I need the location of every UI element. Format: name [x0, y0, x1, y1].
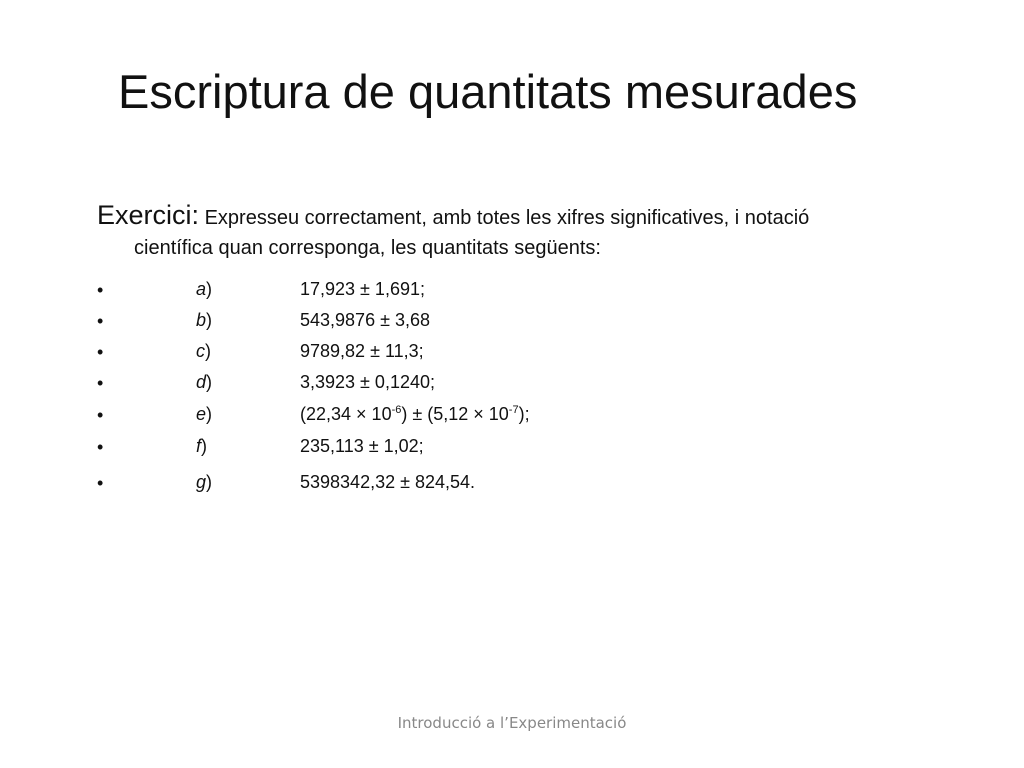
item-label-b: [196, 310, 212, 331]
bullet-icon: •: [97, 342, 104, 362]
item-label-c: [196, 341, 211, 362]
item-paren: ): [206, 310, 213, 330]
exercise-statement: [97, 200, 971, 263]
slide-title: Escriptura de quantitats mesurades: [118, 65, 858, 118]
item-letter: c: [196, 341, 205, 361]
exponent: -6: [391, 404, 402, 416]
item-value-g: 5398342,32 ± 824,54.: [300, 472, 476, 492]
item-letter: g: [196, 472, 207, 492]
item-value-d: 3,3923 ± 0,1240;: [300, 372, 435, 392]
item-letter: e: [196, 404, 207, 424]
item-paren: ): [206, 404, 213, 424]
item-paren: ): [206, 372, 213, 392]
item-letter: b: [196, 310, 207, 330]
item-value-c: 9789,82 ± 11,3;: [300, 341, 424, 361]
item-label-e: [196, 404, 212, 425]
item-paren: ): [205, 341, 211, 361]
exponent: -7: [508, 404, 519, 416]
exercise-text-line2: científica quan corresponga, les quantitats següents:: [134, 237, 601, 259]
item-value-f: 235,113 ± 1,02;: [300, 436, 424, 456]
value-part: );: [518, 404, 530, 424]
bullet-icon: •: [97, 437, 104, 457]
item-label-f: [196, 436, 207, 457]
item-value-b: 543,9876 ± 3,68: [300, 310, 430, 330]
item-letter: f: [196, 436, 202, 456]
exercise-lead: Exercici:: [97, 200, 200, 230]
item-label-g: [196, 472, 212, 493]
slide-footer: Introducció a l’Experimentació: [397, 714, 627, 732]
item-paren: ): [206, 279, 213, 299]
value-part: (22,34 × 10: [300, 404, 392, 424]
bullet-icon: •: [97, 373, 104, 393]
item-label-a: [196, 279, 212, 300]
value-part: ) ± (5,12 × 10: [401, 404, 509, 424]
bullet-icon: •: [97, 280, 104, 300]
item-paren: ): [201, 436, 208, 456]
bullet-icon: •: [97, 473, 104, 493]
bullet-icon: •: [97, 311, 104, 331]
item-value-a: 17,923 ± 1,691;: [300, 279, 425, 299]
item-paren: ): [206, 472, 213, 492]
exercise-text-line1: Expresseu correctament, amb totes les xifres significatives, i notació: [204, 207, 810, 229]
bullet-icon: •: [97, 405, 104, 425]
item-letter: d: [196, 372, 207, 392]
item-letter: a: [196, 279, 207, 299]
item-label-d: [196, 372, 212, 393]
item-value-e: [300, 404, 530, 425]
